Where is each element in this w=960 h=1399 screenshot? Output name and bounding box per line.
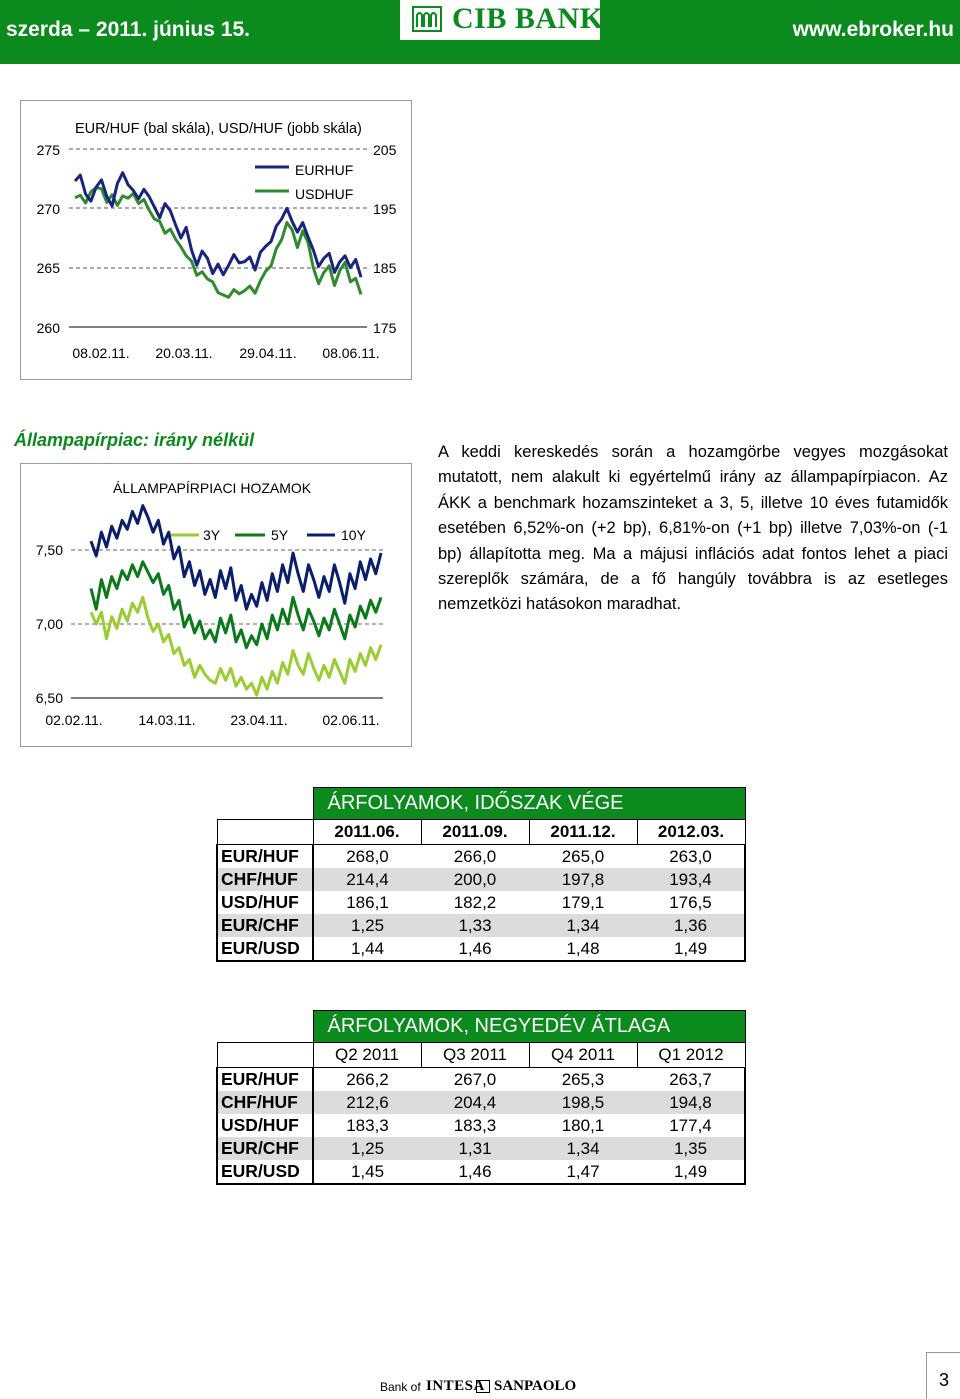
cell-value: 1,34: [529, 914, 637, 937]
row-label: EUR/CHF: [217, 914, 313, 937]
cell-value: 1,48: [529, 937, 637, 961]
table-row: [217, 1114, 745, 1137]
yield-legend-label: 10Y: [341, 527, 366, 543]
row-label: EUR/USD: [217, 937, 313, 961]
table-row: [217, 937, 745, 961]
yield-chart-svg: [21, 464, 411, 746]
cell-value: 177,4: [637, 1114, 745, 1137]
cell-value: 1,34: [529, 1137, 637, 1160]
footer-logo: [380, 1378, 580, 1396]
table2-col-header: Q1 2012: [637, 1043, 745, 1068]
table2-col-header: Q3 2011: [421, 1043, 529, 1068]
fx-legend-label: USDHUF: [295, 186, 354, 202]
header-website[interactable]: www.ebroker.hu: [792, 18, 954, 41]
row-label: EUR/USD: [217, 1160, 313, 1184]
cell-value: 198,5: [529, 1091, 637, 1114]
cell-value: 1,46: [421, 937, 529, 961]
page-number: 3: [939, 1370, 950, 1390]
footer-intesa: INTESA: [426, 1378, 485, 1394]
fx-chart-svg: [21, 101, 411, 379]
bank-logo: [400, 0, 604, 40]
fx-legend: [255, 162, 353, 202]
fx-x-tick: 08.02.11.: [72, 345, 130, 361]
cell-value: 182,2: [453, 892, 497, 912]
row-label: CHF/HUF: [217, 1091, 313, 1114]
intesa-emblem-icon: [476, 1380, 490, 1393]
fx-chart: [20, 100, 412, 380]
fx-left-tick: 275: [36, 142, 60, 158]
cell-value: 268,0: [346, 846, 389, 866]
table1-col-header: 2011.06.: [313, 820, 421, 845]
cell-value: 1,46: [421, 1160, 529, 1184]
fx-right-tick: 195: [373, 201, 397, 217]
table-row: [217, 1137, 745, 1160]
cell-value: 267,0: [453, 1069, 497, 1089]
cell-value: 1,33: [421, 914, 529, 937]
yield-x-tick: 02.02.11.: [45, 712, 103, 728]
table-row: [217, 1091, 745, 1114]
bank-emblem-icon: [412, 6, 442, 32]
cell-value: 1,49: [637, 1160, 745, 1184]
cell-value: 1,35: [637, 1137, 745, 1160]
cell-value: 214,4: [313, 868, 421, 891]
cell-value: 194,8: [637, 1091, 745, 1114]
header-date: szerda – 2011. június 15.: [6, 18, 250, 41]
table-row: [217, 845, 745, 869]
cell-value: 197,8: [529, 868, 637, 891]
fx-forecast-quarter-avg-table: [216, 1010, 746, 1185]
cell-value: 180,1: [561, 1115, 605, 1135]
footer-bank-of: Bank of: [380, 1380, 421, 1394]
fx-left-tick: 270: [36, 201, 60, 217]
table-row: [217, 1160, 745, 1184]
footer-sanpaolo: SANPAOLO: [494, 1378, 577, 1394]
cell-value: 176,5: [637, 891, 745, 914]
yield-y-tick: 7,00: [35, 616, 63, 632]
row-label: CHF/HUF: [217, 868, 313, 891]
cell-value: 183,3: [453, 1115, 497, 1135]
cell-value: 1,45: [313, 1160, 421, 1184]
yield-chart-title: ÁLLAMPAPÍRPIACI HOZAMOK: [113, 480, 312, 496]
row-label: EUR/HUF: [217, 845, 313, 869]
yield-series-3y: [91, 597, 381, 695]
yield-legend-label: 5Y: [271, 527, 289, 543]
cell-value: 183,3: [346, 1115, 389, 1135]
cell-value: 1,25: [313, 914, 421, 937]
fx-series-usdhuf: [75, 188, 361, 298]
cell-value: 1,31: [421, 1137, 529, 1160]
yield-chart: [20, 463, 412, 747]
cell-value: 263,7: [637, 1068, 745, 1092]
cell-value: 265,3: [561, 1069, 605, 1089]
page-header: [0, 0, 960, 64]
yield-y-tick: 6,50: [35, 690, 63, 706]
table2-col-header: Q4 2011: [529, 1043, 637, 1068]
cell-value: 265,0: [561, 846, 605, 866]
cell-value: 179,1: [561, 892, 605, 912]
fx-right-tick: 185: [373, 260, 397, 276]
fx-x-tick: 08.06.11.: [322, 345, 380, 361]
yield-series-10y: [91, 506, 381, 610]
fx-chart-title: EUR/HUF (bal skála), USD/HUF (jobb skála): [75, 121, 362, 137]
market-commentary: A keddi kereskedés során a hozamgörbe vegyes mozgásokat mutatott, nem alakult ki egyértelmű irány az állampapírpiacon. Az ÁKK a benchmark hozamszinteket a 3, 5, illetve 10 éves futamidők esetében 6,52%-on (+2 bp), 6,81%-on (+1 bp) illetve 7,03%-on (-1 bp) állapította meg. Ma a májusi inflációs adat fontos lehet a piaci szereplők számára, de a fő hangúly továbbra is az esetleges nemzetközi hatásokon maradhat.: [438, 443, 948, 614]
yield-y-tick: 7,50: [35, 542, 63, 558]
table2-title: ÁRFOLYAMOK, NEGYEDÉV ÁTLAGA: [313, 1011, 745, 1043]
fx-forecast-period-end-table: [216, 787, 746, 962]
table1-col-header: 2011.09.: [421, 820, 529, 845]
fx-x-tick: 29.04.11.: [239, 345, 297, 361]
cell-value: 266,0: [453, 846, 497, 866]
bank-name: CIB BANK: [452, 2, 604, 35]
cell-value: 204,4: [421, 1091, 529, 1114]
yield-legend-label: 3Y: [203, 527, 221, 543]
cell-value: 193,4: [637, 868, 745, 891]
row-label: USD/HUF: [217, 891, 313, 914]
cell-value: 1,44: [313, 937, 421, 961]
row-label: EUR/CHF: [217, 1137, 313, 1160]
table2-col-header: Q2 2011: [313, 1043, 421, 1068]
fx-right-tick: 175: [373, 320, 397, 336]
table-row: [217, 868, 745, 891]
yield-x-tick: 02.06.11.: [322, 712, 380, 728]
table-row: [217, 1068, 745, 1092]
cell-value: 1,49: [637, 937, 745, 961]
fx-left-tick: 260: [36, 320, 60, 336]
row-label: EUR/HUF: [217, 1068, 313, 1092]
yield-legend: [171, 527, 367, 543]
cell-value: 1,47: [529, 1160, 637, 1184]
section-title: Állampapírpiac: irány nélkül: [14, 430, 255, 450]
yield-x-tick: 14.03.11.: [138, 712, 196, 728]
table1-title: ÁRFOLYAMOK, IDŐSZAK VÉGE: [313, 788, 745, 820]
cell-value: 212,6: [313, 1091, 421, 1114]
table-row: [217, 891, 745, 914]
fx-left-tick: 265: [36, 260, 60, 276]
cell-value: 1,25: [313, 1137, 421, 1160]
table1-col-header: 2012.03.: [637, 820, 745, 845]
table-row: [217, 914, 745, 937]
cell-value: 263,0: [637, 845, 745, 869]
cell-value: 266,2: [346, 1069, 389, 1089]
cell-value: 200,0: [421, 868, 529, 891]
fx-legend-label: EURHUF: [295, 162, 354, 178]
fx-x-tick: 20.03.11.: [155, 345, 213, 361]
cell-value: 1,36: [637, 914, 745, 937]
row-label: USD/HUF: [217, 1114, 313, 1137]
fx-right-tick: 205: [373, 142, 397, 158]
table1-col-header: 2011.12.: [529, 820, 637, 845]
yield-x-tick: 23.04.11.: [230, 712, 288, 728]
cell-value: 186,1: [346, 892, 389, 912]
